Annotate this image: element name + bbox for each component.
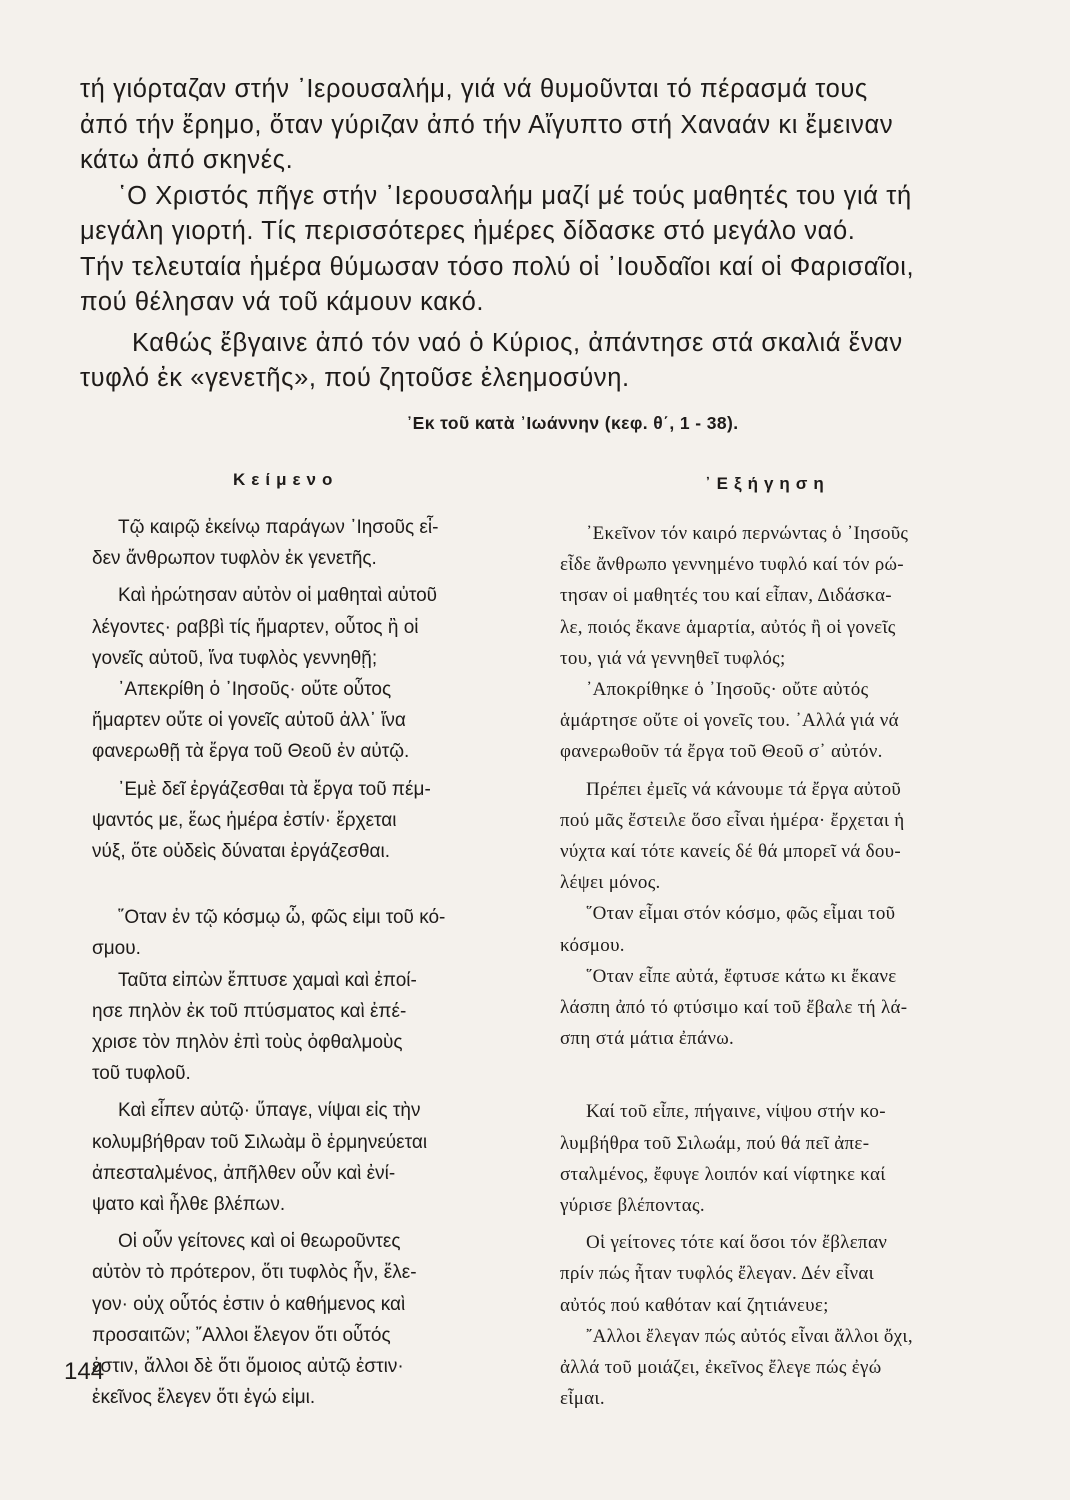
right-column-title: ᾿Εξήγηση [705,474,830,493]
text-line: ἀπεσταλμένος, ἀπῆλθεν οὖν καὶ ἐνί- [92,1162,396,1184]
text-line: Τῷ καιρῷ ἐκείνῳ παράγων ᾿Ιησοῦς εἶ- [118,517,439,538]
text-line: ῞Οταν ἐν τῷ κόσμῳ ὦ, φῶς εἰμι τοῦ κό- [118,907,446,929]
original-text-column [92,512,492,1413]
text-line: εἶδε ἄνθρωπο γεννημένο τυφλό καί τόν ρώ- [560,554,904,576]
text-line: ᾿Εμὲ δεῖ ἐργάζεσθαι τὰ ἔργα τοῦ πέμ- [118,778,431,800]
text-line: Οἱ οὖν γείτονες καὶ οἱ θεωροῦντες [118,1231,401,1253]
text-line: ᾿Απεκρίθη ὁ ᾿Ιησοῦς· οὔτε οὗτος [118,679,392,701]
text-line: Καί τοῦ εἶπε, πήγαινε, νίψου στήν κο- [586,1101,886,1123]
intro-paragraph-3 [80,326,1000,397]
explanation-paragraph [560,518,980,674]
text-line: του, γιά νά γεννηθεῖ τυφλός; [560,647,786,669]
text-line: ῞Οταν εἶμαι στόν κόσμο, φῶς εἶμαι τοῦ [586,903,896,925]
text-line: λε, ποιός ἔκανε ἁμαρτία, αὐτός ἢ οἱ γονεῖς [560,616,896,638]
text-line: ῎Αλλοι ἔλεγαν πώς αὐτός εἶναι ἄλλοι ὄχι, [586,1325,913,1347]
text-line: Πρέπει ἐμεῖς νά κάνουμε τά ἔργα αὐτοῦ [586,778,902,800]
text-line: αὐτός πού καθόταν καί ζητιάνευε; [560,1294,829,1316]
text-line: φανερωθῇ τὰ ἔργα τοῦ Θεοῦ ἐν αὐτῷ. [92,741,410,763]
text-line: ἐκεῖνος ἔλεγεν ὅτι ἐγώ εἰμι. [92,1387,316,1409]
text-line: τοῦ τυφλοῦ. [92,1063,191,1085]
explanation-paragraph [560,774,980,899]
intro-line: Τήν τελευταία ἡμέρα θύμωσαν τόσο πολύ οἱ ᾿Ιουδαῖοι καί οἱ Φαρισαῖοι, [80,252,915,281]
text-line: λέψει μόνος. [560,872,661,894]
text-line: γον· οὐχ οὗτός ἐστιν ὁ καθήμενος καὶ [92,1293,406,1315]
verse-paragraph [92,580,492,674]
intro-line: τή γιόρταζαν στήν ᾿Ιερουσαλήμ, γιά νά θυμοῦνται τό πέρασμά τους [80,75,868,103]
text-line: Καὶ ἠρώτησαν αὐτὸν οἱ μαθηταὶ αὐτοῦ [118,585,438,607]
text-line: Ταῦτα εἰπὼν ἔπτυσε χαμαὶ καὶ ἐποί- [118,969,417,991]
text-line: σμου. [92,938,141,960]
verse-paragraph [92,902,492,964]
text-line: πού μᾶς ἔστειλε ὅσο εἶναι ἡμέρα· ἔρχεται ἡ [560,809,905,831]
text-line: πρίν πώς ἦταν τυφλός ἔλεγαν. Δέν εἶναι [560,1263,875,1285]
text-line: κόσμου. [560,934,625,956]
text-line: τησαν οἱ μαθητές του καί εἶπαν, Διδάσκα- [560,585,892,607]
verse-paragraph [92,1226,492,1413]
intro-text [80,72,1000,397]
left-column-title: Κείμενο [233,470,339,489]
page-number: 144 [64,1358,105,1385]
intro-line: πού θέλησαν νά τοῦ κάμουν κακό. [80,288,485,316]
explanation-column [560,518,980,1414]
text-line: ἥμαρτεν οὔτε οἱ γονεῖς αὐτοῦ ἀλλ᾿ ἵνα [92,710,406,732]
explanation-paragraph [560,1096,980,1221]
intro-line: Καθώς ἔβγαινε ἀπό τόν ναό ὁ Κύριος, ἀπάντησε στά σκαλιά ἕναν [132,328,903,357]
text-line: γύρισε βλέποντας. [560,1195,705,1217]
intro-paragraph-2 [40,179,1000,321]
text-line: ᾿Εκεῖνον τόν καιρό περνώντας ὁ ᾿Ιησοῦς [586,523,909,544]
text-line: ψαντός με, ἕως ἡμέρα ἐστίν· ἔρχεται [92,809,397,831]
explanation-paragraph [560,674,980,768]
text-line: ᾿Αποκρίθηκε ὁ ᾿Ιησοῦς· οὔτε αὐτός [586,679,869,701]
text-line: ἀλλά τοῦ μοιάζει, ἐκεῖνος ἔλεγε πώς ἐγώ [560,1357,882,1379]
intro-line: κάτω ἀπό σκηνές. [80,146,294,174]
intro-line: τυφλό ἐκ «γενετῆς», πού ζητοῦσε ἐλεημοσύνη. [80,364,630,392]
text-line: ἁμάρτησε οὔτε οἱ γονεῖς του. ᾿Αλλά γιά νά [560,710,899,732]
explanation-paragraph [560,1227,980,1321]
text-line: λέγοντες· ραββὶ τίς ἥμαρτεν, οὗτος ἢ οἱ [92,616,419,638]
text-line: σπη στά μάτια ἐπάνω. [560,1028,735,1050]
text-line: ψατο καὶ ἦλθε βλέπων. [92,1194,286,1216]
text-line: Καὶ εἶπεν αὐτῷ· ὕπαγε, νίψαι εἰς τὴν [118,1100,421,1122]
explanation-paragraph [560,898,980,960]
text-line: λυμβήθρα τοῦ Σιλωάμ, πού θά πεῖ ἀπε- [560,1132,870,1154]
scripture-reference: ᾿Εκ τοῦ κατὰ ᾿Ιωάννην (κεφ. θ΄, 1 - 38). [406,413,739,433]
text-line: Οἱ γείτονες τότε καί ὅσοι τόν ἔβλεπαν [586,1232,888,1254]
explanation-paragraph [560,1321,980,1415]
text-line: εἶμαι. [560,1388,605,1410]
explanation-paragraph [560,961,980,1055]
intro-line: μεγάλη γιορτή. Τίς περισσότερες ἡμέρες δίδασκε στό μεγάλο ναό. [80,217,856,245]
verse-paragraph [92,774,492,868]
text-line: γονεῖς αὐτοῦ, ἵνα τυφλὸς γεννηθῇ; [92,647,378,669]
intro-line: ἀπό τήν ἔρημο, ὅταν γύριζαν ἀπό τήν Αἴγυπτο στή Χαναάν κι ἔμειναν [80,110,894,139]
text-line: ησε πηλὸν ἐκ τοῦ πτύσματος καὶ ἐπέ- [92,1000,407,1022]
text-line: δεν ἄνθρωπον τυφλὸν ἐκ γενετῆς. [92,548,377,570]
intro-paragraph-1 [80,72,1000,179]
verse-paragraph [92,965,492,1090]
text-line: νύχτα καί τότε κανείς δέ θά μπορεῖ νά δου- [560,841,901,863]
text-line: λάσπη ἀπό τό φτύσιμο καί τοῦ ἔβαλε τή λά- [560,997,908,1019]
text-line: ῞Οταν εἶπε αὐτά, ἔφτυσε κάτω κι ἔκανε [586,965,897,987]
verse-paragraph [92,1095,492,1220]
text-line: κολυμβήθραν τοῦ Σιλωὰμ ὃ ἑρμηνεύεται [92,1131,428,1153]
text-line: ἐστιν, ἄλλοι δὲ ὅτι ὅμοιος αὐτῷ ἐστιν· [92,1356,404,1378]
text-line: σταλμένος, ἔφυγε λοιπόν καί νίφτηκε καί [560,1163,886,1185]
text-line: προσαιτῶν; ῎Αλλοι ἔλεγον ὅτι οὗτός [92,1324,391,1346]
text-line: χρισε τὸν πηλὸν ἐπὶ τοὺς ὀφθαλμοὺς [92,1032,403,1054]
text-line: φανερωθοῦν τά ἔργα τοῦ Θεοῦ σ᾿ αὐτόν. [560,741,883,763]
verse-paragraph [92,674,492,768]
verse-paragraph [92,512,492,574]
intro-line: ῾Ο Χριστός πῆγε στήν ᾿Ιερουσαλήμ μαζί μέ τούς μαθητές του γιά τή [118,181,912,210]
text-line: αὐτὸν τὸ πρότερον, ὅτι τυφλὸς ἦν, ἔλε- [92,1262,417,1284]
text-line: νύξ, ὅτε οὐδεὶς δύναται ἐργάζεσθαι. [92,841,390,863]
